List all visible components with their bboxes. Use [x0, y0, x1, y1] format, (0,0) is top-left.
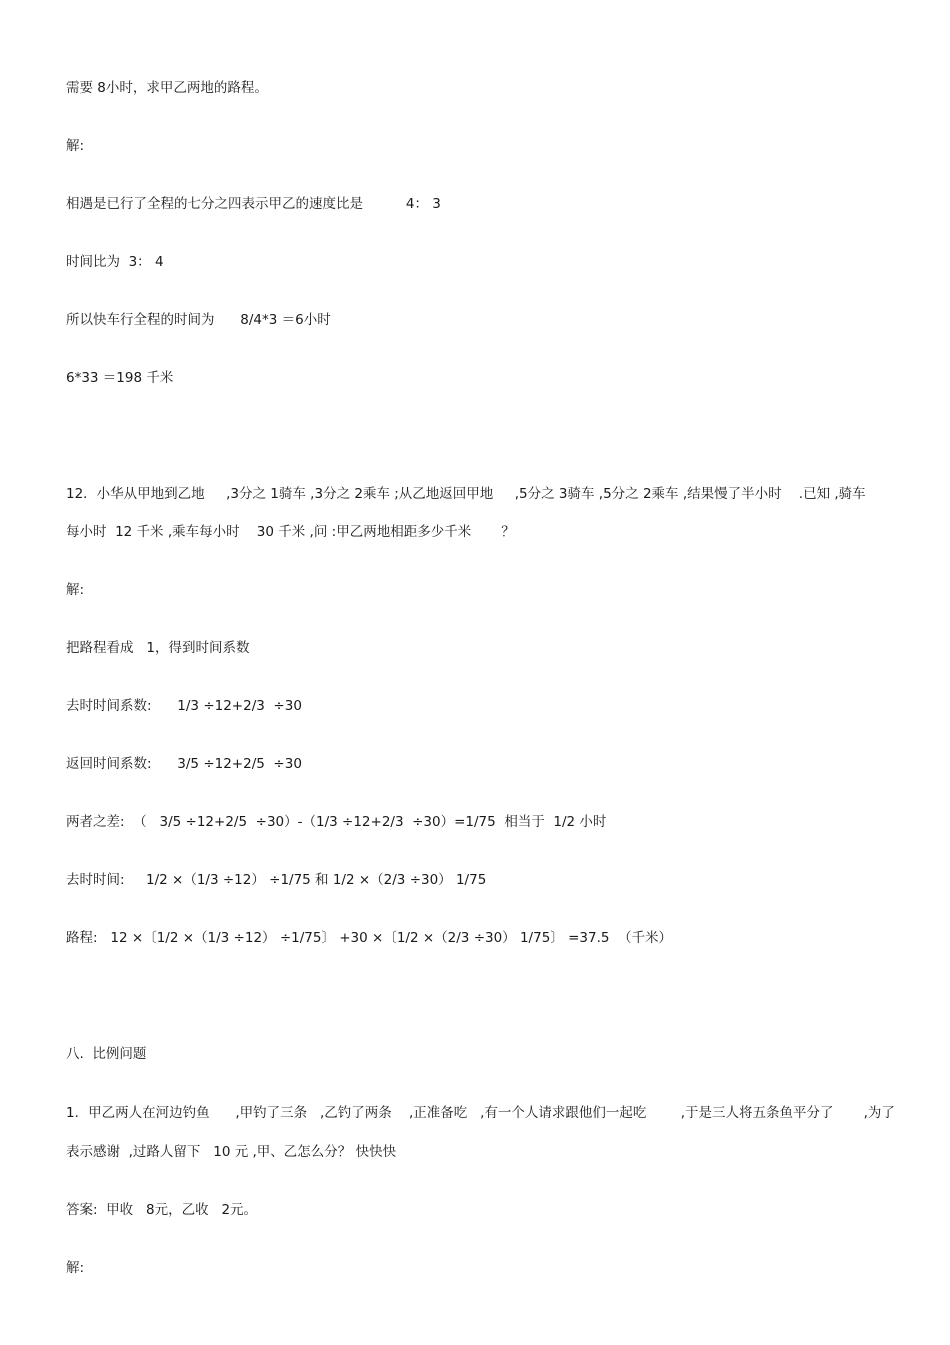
text-line: 两者之差: （ 3/5 ÷12+2/5 ÷30）-（1/3 ÷12+2/3 ÷30）=1/75 相当于 1/2 小时 — [66, 814, 607, 830]
text-line: 去时时间: 1/2 ×（1/3 ÷12） ÷1/75 和 1/2 ×（2/3 ÷30） 1/75 — [66, 872, 487, 888]
text-line: 把路程看成 1，得到时间系数 — [66, 640, 250, 656]
solution-label: 解: — [66, 582, 85, 598]
text-line: 相遇是已行了全程的七分之四表示甲乙的速度比是 4： 3 — [66, 196, 441, 212]
text-line: 返回时间系数: 3/5 ÷12+2/5 ÷30 — [66, 756, 302, 772]
section-heading: 八. 比例问题 — [66, 1046, 147, 1062]
problem-12-line-1: 12．小华从甲地到乙地 ,3分之 1骑车 ,3分之 2乘车 ;从乙地返回甲地 ,5分之 3骑车 ,5分之 2乘车 ,结果慢了半小时 .已知 ,骑车 — [66, 486, 866, 502]
solution-label: 解: — [66, 1260, 85, 1276]
problem-12-line-2: 每小时 12 千米 ,乘车每小时 30 千米 ,问 :甲乙两地相距多少千米 ？ — [66, 524, 515, 540]
text-line: 时间比为 3： 4 — [66, 254, 164, 270]
problem-1-line-1: 1．甲乙两人在河边钓鱼 ,甲钓了三条 ,乙钓了两条 ,正准备吃 ,有一个人请求跟他们一起吃 ,于是三人将五条鱼平分了 ,为了 — [66, 1105, 895, 1121]
solution-label: 解: — [66, 138, 85, 154]
text-line: 去时时间系数: 1/3 ÷12+2/3 ÷30 — [66, 698, 302, 714]
text-line: 6*33 ＝198 千米 — [66, 370, 174, 386]
problem-1-line-2: 表示感谢 ,过路人留下 10 元 ,甲、乙怎么分？ 快快快 — [66, 1144, 397, 1160]
text-line: 需要 8小时，求甲乙两地的路程。 — [66, 80, 268, 96]
text-line: 所以快车行全程的时间为 8/4*3 ＝6小时 — [66, 312, 331, 328]
answer-line: 答案: 甲收 8元，乙收 2元。 — [66, 1202, 258, 1218]
text-line: 路程: 12 ×〔1/2 ×（1/3 ÷12） ÷1/75〕 +30 ×〔1/2 ×（2/3 ÷30） 1/75〕 =37.5 （千米） — [66, 930, 673, 946]
